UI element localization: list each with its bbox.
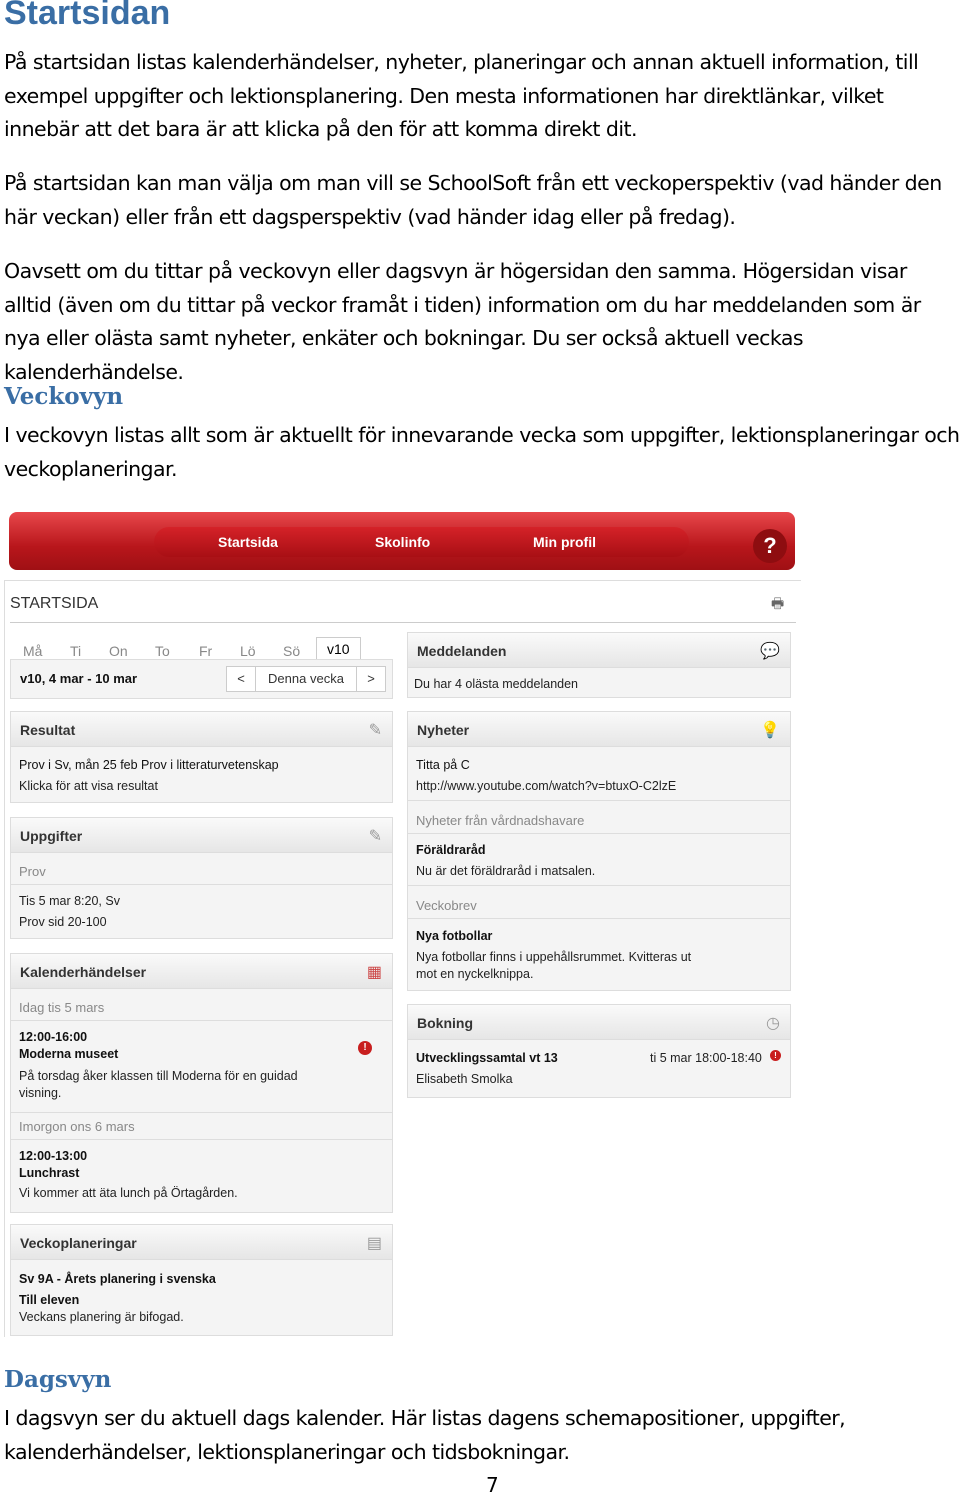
dagsvyn-paragraph: I dagsvyn ser du aktuell dags kalender. Här listas dagens schemapositioner, uppgifter, kalenderhändelser, lektionsplaneringar och tidsbokningar. bbox=[4, 1406, 846, 1464]
veckoplan-header bbox=[11, 1225, 392, 1260]
veckoplan-item[interactable]: Sv 9A - Årets planering i svenska bbox=[19, 1272, 216, 1286]
page-number: 7 bbox=[486, 1473, 499, 1497]
lightbulb-icon: 💡 bbox=[760, 722, 780, 739]
tab-thu[interactable]: To bbox=[155, 643, 170, 659]
nav-minprofil[interactable]: Min profil bbox=[533, 534, 596, 550]
clock-icon: ◷ bbox=[766, 1015, 780, 1032]
resultat-title: Resultat bbox=[20, 722, 76, 738]
meddelanden-panel bbox=[407, 632, 791, 698]
bokning-item[interactable]: Utvecklingssamtal vt 13 bbox=[416, 1051, 558, 1065]
veckovyn-heading: Veckovyn bbox=[4, 383, 124, 410]
nyheter-panel bbox=[407, 711, 791, 991]
view-title: STARTSIDA bbox=[10, 595, 99, 612]
divider bbox=[10, 622, 796, 623]
tab-wed[interactable]: On bbox=[109, 643, 128, 659]
uppgift-time[interactable]: Tis 5 mar 8:20, Sv bbox=[19, 894, 120, 908]
kalender-panel bbox=[10, 953, 393, 1213]
uppgifter-panel bbox=[10, 817, 393, 939]
tab-week[interactable]: v10 bbox=[316, 637, 361, 660]
nyhet1-title[interactable]: Titta på C bbox=[416, 758, 470, 772]
uppgifter-header bbox=[11, 818, 392, 853]
bokning-panel bbox=[407, 1004, 791, 1098]
kalender-day2: Imorgon ons 6 mars bbox=[19, 1119, 135, 1134]
separator bbox=[11, 1139, 392, 1140]
separator bbox=[408, 918, 790, 919]
next-week-button[interactable]: > bbox=[356, 666, 386, 692]
event2-name[interactable]: Lunchrast bbox=[19, 1166, 80, 1180]
veckoplan-panel bbox=[10, 1224, 393, 1336]
week-range: v10, 4 mar - 10 mar bbox=[20, 671, 138, 686]
separator bbox=[408, 800, 790, 801]
meddelanden-title: Meddelanden bbox=[417, 643, 507, 659]
veckobrev-desc-1: Nya fotbollar finns i uppehållsrummet. Kvitteras ut bbox=[416, 950, 692, 964]
bokning-time: ti 5 mar 18:00-18:40 bbox=[650, 1051, 762, 1065]
separator bbox=[11, 884, 392, 885]
separator bbox=[11, 1112, 392, 1113]
separator bbox=[408, 885, 790, 886]
veckoplan-desc: Veckans planering är bifogad. bbox=[19, 1310, 184, 1324]
separator bbox=[408, 833, 790, 834]
schoolsoft-screenshot bbox=[0, 508, 800, 1336]
bokning-title: Bokning bbox=[417, 1015, 473, 1031]
week-selector bbox=[10, 659, 393, 699]
veckobrev-title[interactable]: Nya fotbollar bbox=[416, 929, 493, 943]
top-navbar bbox=[9, 512, 795, 570]
important-icon: ! bbox=[358, 1041, 372, 1055]
uppgifter-title: Uppgifter bbox=[20, 828, 83, 844]
resultat-panel bbox=[10, 711, 393, 803]
kalender-day1: Idag tis 5 mars bbox=[19, 1000, 105, 1015]
nyhet1-link[interactable]: http://www.youtube.com/watch?v=btuxO-C2lzE bbox=[416, 779, 677, 793]
kalender-header bbox=[11, 954, 392, 989]
important-icon: ! bbox=[770, 1050, 781, 1061]
veckovyn-paragraph: I veckovyn listas allt som är aktuellt för innevarande vecka som uppgifter, lektionsplaneringar och veckoplaneringar. bbox=[4, 423, 960, 481]
right-side-paragraph: Oavsett om du tittar på veckovyn eller dagsvyn är högersidan den samma. Högersidan visar alltid (även om du tittar på veckor framåt i tiden) information om du har meddelanden som är nya eller olästa samt nyheter, enkäter och bokningar. Du ser också aktuell veckas kalenderhändelse. bbox=[4, 259, 921, 384]
nav-skolinfo[interactable]: Skolinfo bbox=[375, 534, 431, 550]
event2-desc: Vi kommer att äta lunch på Örtagården. bbox=[19, 1186, 238, 1200]
uppgifter-section: Prov bbox=[19, 864, 46, 879]
nyheter-title: Nyheter bbox=[417, 722, 470, 738]
printer-icon[interactable]: 🖶 bbox=[771, 595, 785, 611]
meddelanden-link[interactable]: Du har 4 olästa meddelanden bbox=[414, 677, 579, 691]
resultat-item[interactable]: Prov i Sv, mån 25 feb Prov i litteraturvetenskap bbox=[19, 758, 279, 772]
dagsvyn-heading: Dagsvyn bbox=[4, 1366, 112, 1393]
veckoplan-audience: Till eleven bbox=[19, 1293, 80, 1307]
event2-time: 12:00-13:00 bbox=[19, 1149, 88, 1163]
kalender-title: Kalenderhändelser bbox=[20, 964, 147, 980]
calendar-icon: ▦ bbox=[366, 964, 382, 981]
tab-mon[interactable]: Må bbox=[23, 643, 43, 659]
event1-name[interactable]: Moderna museet bbox=[19, 1047, 119, 1061]
nav-startsida[interactable]: Startsida bbox=[218, 534, 278, 550]
page-title: Startsidan bbox=[4, 0, 171, 32]
document-icon: ▤ bbox=[366, 1235, 382, 1252]
nyheter-header bbox=[408, 712, 790, 747]
perspective-paragraph: På startsidan kan man välja om man vill se SchoolSoft från ett veckoperspektiv (vad händer den här veckan) eller från ett dagsperspektiv (vad händer idag eller på fredag). bbox=[4, 171, 942, 229]
edit-icon: ✎ bbox=[368, 828, 382, 845]
bokning-person: Elisabeth Smolka bbox=[416, 1072, 513, 1086]
uppgift-desc: Prov sid 20-100 bbox=[19, 915, 107, 929]
prev-week-button[interactable]: < bbox=[226, 666, 256, 692]
startsida-view bbox=[4, 580, 801, 1337]
current-week-button[interactable]: Denna vecka bbox=[255, 666, 357, 692]
event1-desc: På torsdag åker klassen till Moderna för en guidad visning. bbox=[19, 1069, 298, 1100]
resultat-link[interactable]: Klicka för att visa resultat bbox=[19, 779, 158, 793]
tab-tue[interactable]: Ti bbox=[70, 643, 82, 659]
nyhet2-desc: Nu är det föräldraråd i matsalen. bbox=[416, 864, 596, 878]
edit-icon: ✎ bbox=[368, 722, 382, 739]
meddelanden-header bbox=[408, 633, 790, 668]
tab-sun[interactable]: Sö bbox=[283, 643, 301, 659]
veckoplan-title: Veckoplaneringar bbox=[20, 1235, 137, 1251]
veckobrev-desc-2: mot en nyckelknippa. bbox=[416, 967, 534, 981]
nyhet2-title[interactable]: Föräldraråd bbox=[416, 843, 486, 857]
help-button[interactable]: ? bbox=[753, 529, 787, 563]
veckobrev-section: Veckobrev bbox=[416, 898, 477, 913]
intro-paragraph: På startsidan listas kalenderhändelser, nyheter, planeringar och annan aktuell information, till exempel uppgifter och lektionsplanering. Den mesta informationen har direktlänkar, vilket innebär att det bara är att klicka på den för att komma direkt dit. bbox=[4, 50, 919, 141]
resultat-header bbox=[11, 712, 392, 747]
tab-sat[interactable]: Lö bbox=[240, 643, 256, 659]
nyheter-vardnadshavare: Nyheter från vårdnadshavare bbox=[416, 813, 585, 828]
separator bbox=[11, 1020, 392, 1021]
speech-bubble-icon: 💬 bbox=[760, 643, 780, 660]
tab-fri[interactable]: Fr bbox=[199, 643, 213, 659]
bokning-header bbox=[408, 1005, 790, 1040]
event1-time: 12:00-16:00 bbox=[19, 1030, 88, 1044]
